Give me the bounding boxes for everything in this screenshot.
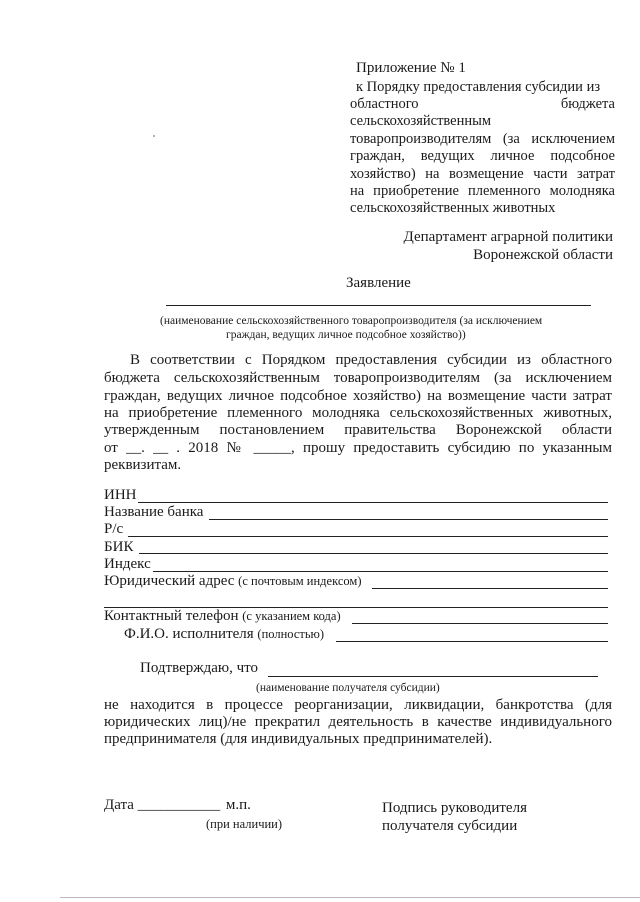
date-field[interactable]: ___________ [137, 797, 221, 813]
date-label [104, 797, 251, 814]
index-field[interactable] [153, 571, 608, 572]
body-line: от __. __ . 2018 № _____, прошу предоставить субсидию по указанным [104, 440, 612, 456]
signature-label: получателя субсидии [382, 818, 518, 834]
confirm-label: Подтверждаю, что [140, 660, 259, 676]
inn-field[interactable] [138, 502, 608, 503]
appendix-line: граждан, ведущих личное подсобное [350, 148, 615, 164]
confirm-line: предпринимателя (для индивидуальных предпринимателей). [104, 731, 493, 747]
body-line: реквизитам. [104, 457, 182, 473]
recipient-name-field[interactable] [268, 676, 598, 677]
phone-field[interactable] [352, 623, 608, 624]
executor-field[interactable] [336, 641, 608, 642]
seal-label: м.п. [225, 797, 251, 813]
appendix-line [350, 96, 615, 113]
appendix-line: сельскохозяйственных животных [350, 200, 556, 216]
executor-text: Ф.И.О. исполнителя [124, 626, 254, 642]
signature-label: Подпись руководителя [382, 800, 527, 816]
body-line: на приобретение племенного молодняка сельскохозяйственных животных, [104, 405, 612, 421]
appendix-line: товаропроизводителям (за исключением [350, 131, 615, 147]
appendix-line: сельскохозяйственным [350, 113, 492, 129]
seal-note: (при наличии) [206, 817, 283, 831]
appendix-line: на приобретение племенного молодняка [350, 183, 615, 199]
applicant-name-field[interactable] [166, 305, 591, 306]
phone-text: Контактный телефон [104, 608, 239, 624]
scan-speck [153, 135, 155, 137]
executor-note: (полностью) [257, 627, 325, 641]
appendix-line: к Порядку предоставления субсидии из [356, 79, 601, 95]
inn-label: ИНН [104, 487, 137, 503]
appendix-title: Приложение № 1 [356, 60, 466, 76]
body-line: граждан, ведущих личное подсобное хозяйство) на возмещение части затрат [104, 388, 612, 404]
bank-label: Название банка [104, 504, 204, 520]
bik-field[interactable] [139, 553, 608, 554]
page-title: Заявление [346, 275, 411, 291]
legal-address-note: (с почтовым индексом) [238, 574, 362, 588]
confirm-line: не находится в процессе реорганизации, ликвидации, банкротства (для [104, 697, 612, 713]
phone-note: (с указанием кода) [242, 609, 341, 623]
account-field[interactable] [128, 536, 608, 537]
addressee-line: Воронежской области [473, 247, 613, 263]
appendix-line-part: бюджета [560, 96, 615, 112]
applicant-caption: (наименование сельскохозяйственного товаропроизводителя (за исключением [160, 315, 543, 327]
body-line: утвержденным постановлением правительства Воронежской области [104, 422, 612, 438]
account-label: Р/с [104, 521, 124, 537]
bik-label: БИК [104, 539, 134, 555]
addressee-line: Департамент аграрной политики [403, 229, 613, 245]
appendix-line: хозяйство) на возмещение части затрат [350, 166, 615, 182]
applicant-caption: граждан, ведущих личное подсобное хозяйство)) [226, 329, 466, 341]
appendix-line-part: областного [350, 96, 419, 112]
legal-address-field[interactable] [372, 588, 608, 589]
recipient-caption: (наименование получателя субсидии) [256, 682, 440, 694]
executor-label [124, 626, 324, 643]
legal-address-label [104, 573, 361, 590]
legal-address-text: Юридический адрес [104, 573, 235, 589]
index-label: Индекс [104, 556, 151, 572]
bank-field[interactable] [209, 519, 608, 520]
bottom-edge-line [60, 897, 640, 898]
body-line: В соответствии с Порядком предоставления субсидии из областного [130, 352, 612, 368]
date-text: Дата [104, 797, 134, 813]
body-line: бюджета сельскохозяйственным товаропроизводителям (за исключением [104, 370, 612, 386]
phone-label [104, 608, 341, 625]
confirm-line: юридических лиц)/не прекратил деятельность в качестве индивидуального [104, 714, 612, 730]
